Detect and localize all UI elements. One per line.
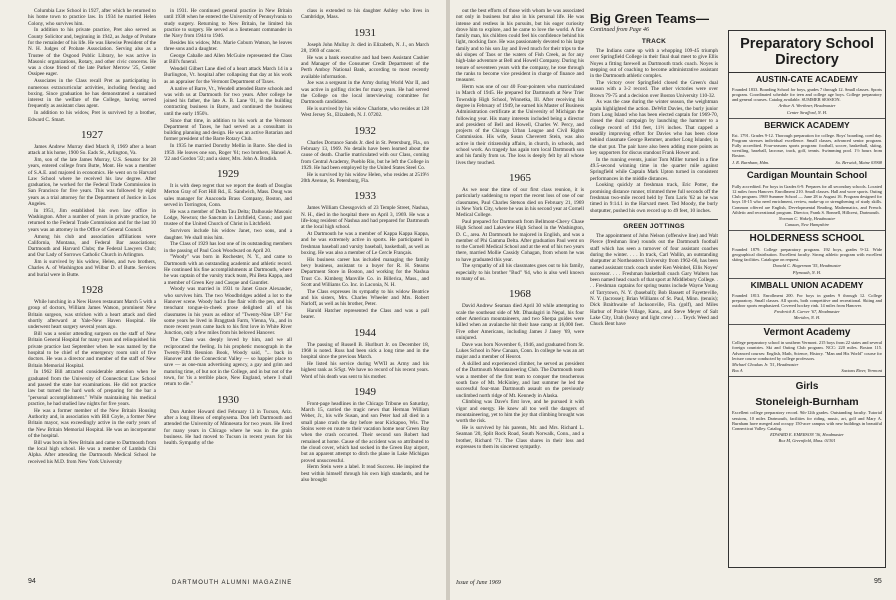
school-contact: EDWARD E. EMERSON '36, Headmaster xyxy=(770,432,844,438)
class-year-heading: 1933 xyxy=(354,190,376,203)
school-ad xyxy=(729,119,885,169)
paragraph-group xyxy=(164,409,292,447)
paragraph: class is extended to his daughter Ashley who lives in Cambridge, Mass. xyxy=(301,8,429,21)
paragraph: It is with deep regret that we report the death of Douglas Merton Gray of Fort Hill Rd., E. Sandwich, Mass. Doug was sales manager for Anaconda Brass Company, Boston, and served in Torrington, Conn. xyxy=(164,183,292,209)
school-contact: Michael Choukas Jr. '51, Headmaster xyxy=(732,361,799,367)
paragraph: A native of Barre, Vt., Wendell attended Barre schools and was with us at Dartmouth for two years. After college he joined his father, the late A. B. Lane '01, in the building contracting business in Barre, and continued the business until the early 1950's. xyxy=(164,85,292,117)
school-address: Meriden, N. H. xyxy=(793,315,821,321)
paragraph: Herm Stein were a label. It read Success. He inspired the best within himself through his own high standards, and he also brought xyxy=(301,464,429,483)
paragraph-group xyxy=(164,183,292,388)
school-contact: J. R. Burnham, Hdm. xyxy=(732,159,770,165)
school-description: Fully accredited. For boys in Grades 6-9. Prepares for all secondary schools. Located 12 miles from Hanover. Enrollment 210. Small classes. Hall and wore sports. Outing Club program. 1969 Summer School — June 28 to August 16. Program designed for boys 10-15 who need enrichment, review, make-up or strengthening of study skills. Common offered are English, Developmental Reading, Mathematics, and French. Athletic and recreational program. Director, Frank S. Bonnell, Hillcrest, Dartmouth. xyxy=(732,183,882,215)
school-name: KIMBALL UNION ACADEMY xyxy=(750,279,864,290)
paragraph: Woody was married in 1931 to Janet Grace Alexander, who survives him. The two Woodbridges added a lot to the Hanover scene. Woody had a fine flair with the pen, and his trenchant tongue-in-cheek prose delighted all of his classmates in his years as editor of "Twenty-Nine UP." For some years he lived in Braggtash Farm, Vienna, Va., and in more recent years came back to his first love in White River Junction, only a few miles from his beloved Hanover. xyxy=(164,286,292,337)
school-name: AUSTIN-CATE ACADEMY xyxy=(756,74,858,84)
magazine-footer: DARTMOUTH ALUMNI MAGAZINE xyxy=(172,580,293,586)
school-address: Saxtons River, Vermont xyxy=(841,368,882,374)
paragraph: Among his club and association affiliations were California, Montana, and Federal Bar associations; Dartmouth and Harvard Clubs; the Federal Lawyers Club; and Our Lady of Sorrows Catholic Church in Arlington. xyxy=(28,233,156,259)
left-column-3 xyxy=(301,8,429,484)
paragraph: Since that time, in addition to his work at the Vermont Department of Taxes, he had served as a consultant in building planning and design. He was an active Rotarian and former president of the Barre Rotary Club. xyxy=(164,117,292,143)
paragraph-group xyxy=(456,303,584,450)
school-address: Plymouth, N. H. xyxy=(792,269,822,275)
paragraph: Jim is survived by his widow, Helen, and two brothers, Charles A. of Washington and Wilbur D. of Butte. Services and burial were in Butte. xyxy=(28,259,156,278)
school-directory xyxy=(728,30,886,568)
paragraph: Wendell Gilbert Lane died of a heart attack March 14 in a Burlington, Vt. hospital after collapsing that day at his work as an appraiser for the Vermont Department of Taxes. xyxy=(164,66,292,85)
class-year-heading: 1929 xyxy=(217,168,239,181)
paragraph: Joe was a sergeant in the Army during World War II, and was active in golfing circles for many years. He had served the College on the local interviewing committee for Dartmouth candidates. xyxy=(301,80,429,106)
class-year-heading: 1968 xyxy=(509,288,531,301)
paragraph: David Andrew Seaman died April 30 while attempting to scale the southeast side of Mt. Dhaulagiri in Nepal, his four other American mountaineers, and two Sherpa guides were killed when an avalanche hit their base camp at 16,000 feet. Five other Americans, including James J Janey '69, were uninjured. xyxy=(456,303,584,341)
school-contact: Frederick E. Carver '67, Headmaster xyxy=(774,309,840,315)
paragraph-group xyxy=(301,342,429,380)
class-year-heading: 1944 xyxy=(354,326,376,339)
paragraph-group xyxy=(301,401,429,483)
section-heading-track: TRACK xyxy=(641,37,667,45)
paragraph: Dave was born November 6, 1946, and graduated from St. Lukes School in New Canaan, Conn. In college he was an art major and a member of Heorot. xyxy=(456,341,584,361)
class-year-heading: 1931 xyxy=(354,26,376,39)
school-description: Founded 1813. Enrollment 200. For boys in grades 9 through 12. College preparatory. Small classes. All sports, both competitive and recreational. Skiing and outdoor sports emphasized. Covered hockey rink. 14 miles from Hanover. xyxy=(732,292,882,308)
paragraph-group xyxy=(590,48,718,214)
paragraph: As was the case during the winter season, the weightman again highlighted the action. DeWitt Davies, the burly junior from Long Island who has been elected captain for 1969-70, closed the dual campaign by launching the hammer to a college record of 194 feet, 11½ inches. That capped a steadily improving effort for Davies who has been close behind classmate George Remmer, another Long Islander, in the shot put. The pair have also been adding more points as key supporters for discus standout Frank Hower and. xyxy=(590,99,718,156)
paragraph-group xyxy=(301,205,429,320)
class-year-heading: 1927 xyxy=(81,128,103,141)
section-heading-jottings: GREEN JOTTINGS xyxy=(623,222,685,230)
paragraph: His business career has included managing the family bevy business, assistant to a buyer for R. H. Stearns Department Store in Boston, and working for the Nashua Trust Co. Kimberg Manville Co. in Billerica, Mass., and Scott and Williams Co. Inc. in Laconia, N. H. xyxy=(301,256,429,288)
paragraph: He was a former member of the New Britain Housing Authority and, in association with Bill Coyle, a former New Britain mayor, was exceedingly active in the early years of the New Britain Memorial Hospital. He was an incorporator of the hospital. xyxy=(28,407,156,439)
paragraph: In addition to his widow, Pret is survived by a brother, Edward C. Smart. xyxy=(28,110,156,123)
school-name: Cardigan Mountain School xyxy=(746,169,868,181)
school-address: Center Strafford, N. H. xyxy=(786,109,828,115)
school-ad xyxy=(729,169,885,232)
paragraph: The Class was deeply loved by him, and we all reciprocated the feeling. In his prophetic monograph in the Twenty-Fifth Reunion Book, Woody said, "... back in Hanover and the Connecticut Valley — so happier place to save — as one-man advertising agency, a gay and grim and maturing time, of but not in the College, and in but not of the town, for 'tis a terrible place, New England, where I shall return to die." xyxy=(164,337,292,388)
paragraph: The victory over Springfield closed the Green's dual season with a 3-2 record. The other victories were over Brown 79-75 and a decision over Boston University 110-32. xyxy=(590,80,718,99)
right-column-1 xyxy=(456,8,584,451)
school-description: Excellent college preparatory record. 9th-12th grades. Outstanding faculty. Tutorial sessions, 10 miles Dartmouth, facilities for riding, music, art, golf and Mary A. Burnham have merged and occupy 150-acre campus with new buildings in beautiful Connecticut Valley. Catalog. xyxy=(732,410,882,431)
page-number-left: 94 xyxy=(28,578,36,585)
issue-label: Issue of June 1969 xyxy=(456,580,501,586)
class-year-heading: 1965 xyxy=(509,171,531,184)
paragraph-group xyxy=(301,42,429,119)
paragraph: Harold Hatcher represented the Class and was a pall bearer. xyxy=(301,307,429,321)
paragraph: At Dartmouth he was a member of Kappa Kappa Kappa, and he was extremely active in sports. He participated in freshman baseball and varsity baseball, basketball, as well as boxing. He was also a member of Le Cercle Français. xyxy=(301,230,429,256)
paragraph-group xyxy=(590,233,718,327)
page-number-right: 95 xyxy=(874,578,882,585)
paragraph: In the running events, junior Tom Miller turned in a fine 49.5-second winning time in the quarter mile against Springfield while Captain Mark Upton turned in consistent performances in the middle distances. xyxy=(590,156,718,182)
school-contact: Arthur A. Werthner, Headmaster xyxy=(778,103,836,109)
school-ad xyxy=(729,325,885,378)
sports-article-title: Big Green Teams— xyxy=(590,11,709,26)
paragraph: James William Chessgovich of 23 Temple Street, Nashua, N. H., died in the hospital there on April 3, 1969. He was a life-long resident of Nashua and had prepared for Dartmouth at the local high school. xyxy=(301,205,429,231)
school-name: Vermont Academy xyxy=(763,326,851,338)
paragraph: out the best efforts of those with whom he was associated not only in business but also in his personal life. He was intense and restless in his pursuits, but his eager curiosity drove him to explore, and he came to love the world. A fine family man, his children could feel his confidence behind his light, mocking face. He was passionately devoted to his large family and to his son Jay and lived much for their trips to the ski slopes of Taos or the waters of Fish Creek, as for any high-lake adventure at Bell and Howell Company. During his tenure of seventeen years with the company, he rose through the ranks to become vice president in charge of finance and treasurer. xyxy=(456,8,584,84)
paragraph-group xyxy=(164,8,292,162)
paragraph: He is survived by his parents, Mr. and Mrs. Richard L. Seaman '20, Split Rock Road, South Norwalk, Conn., and a brother, Richard '71. The Class shares in their loss and expresses to them its sincerest sympathy. xyxy=(456,425,584,450)
paragraph: The passing of Russell B. Hurlburt Jr. on December 18, 1968 is noted. Russ had been sick a long time and in the hospital since the previous March. xyxy=(301,341,429,361)
paragraph: Paul prepared for Dartmouth from Bellmont-Chevy Chase High School and Lakeview High School in the Washington, D. C., area. At Dartmouth he majored in English, and was a member of Phi Gamma Delta. After graduation Paul went on to the Cornell Medical School and at the end of his two years there, married Mollie Cassidy Cohagan, from whom he was to have graduated this year. xyxy=(456,218,584,263)
paragraph: Looking quickly at freshman track, Eric Potter, the promising distance runner, trimmed three full seconds off the freshman two-mile record held by Tom Laris '62 as he was timed in 9:14.1 in the Harvard meet. Ted Moody, the burly shotputter, pushed his own record up to 49 feet, 10 inches. xyxy=(590,182,718,214)
paragraph: The sympathy of all his classmates goes out to his family, especially to his brother "Bud" '64, who is also well known to many of us. xyxy=(456,263,584,283)
paragraph: Joseph John Mullay Jr. died in Elizabeth, N. J., on March 28, 1969 of cancer. xyxy=(301,41,429,54)
girls-section-label: Girls xyxy=(795,381,819,393)
school-description: Founded 1833. Boarding School for boys, grades 7 through 12. Small classes. Sports program. Coordinated schedule for teen and college age boys. College preparatory and general courses. Catalog available. SUMMER SESSION. xyxy=(732,86,882,103)
school-contact-row xyxy=(732,160,882,165)
paragraph: Don Amber Howard died February 13 in Tucson, Ariz. after a long illness of emphysema. Don left Dartmouth and attended the University of Minnesota for two years. He lived for many years in Chicago where he was in the grain business. He had moved to Tucson in recent years for his health. Sympathy of the xyxy=(164,408,292,447)
left-column-2 xyxy=(164,8,292,447)
paragraph: In 1935 he married Dorothy Mellin in Barre. She died in 1959. He leaves one son, Roger '61; two brothers, Hansel A. '22 and Gordon '32; and a sister, Mrs. John A. Bradish. xyxy=(164,143,292,162)
paragraph: The Class expresses its sympathy to his widow Beatrice and his sisters, Mrs. Charles Wheeler and Mrs. Robert Narloff, as well as his brother, Peter. xyxy=(301,288,429,308)
school-ad xyxy=(729,231,885,279)
directory-title: Preparatory School Directory xyxy=(729,31,885,73)
school-name: HOLDERNESS SCHOOL xyxy=(749,233,865,245)
school-contact-row xyxy=(732,362,882,367)
paragraph: Besides his widow, Mrs. Marie Coburn Watson, he leaves three sons and a daughter. xyxy=(164,39,292,53)
right-page xyxy=(450,0,896,600)
paragraph-group xyxy=(301,8,429,21)
school-contact: Donald C. Hagerman '55, Headmaster xyxy=(772,263,842,269)
paragraph-group xyxy=(456,187,584,282)
paragraph: George Caballe and Allen McGuire represented the Class at Bill's funeral. xyxy=(164,53,292,66)
paragraph-group xyxy=(28,144,156,278)
paragraph: The Indians came up with a whopping 109-45 triumph over Springfield College in their final dual meet to give Ellis Noyes a fitting farewell as Dartmouth track coach. Noyes is stepping out of coaching to become administrative assistant in the Dartmouth athletic complex. xyxy=(590,48,718,80)
paragraph: The Class of 1929 has lost one of its outstanding members in the passing of Paul Cook Woodward on April 20. xyxy=(164,241,292,254)
class-year-heading: 1928 xyxy=(81,284,103,297)
paragraph: He is survived by his widow Helen, who resides at 2519½ 20th Avenue, St. Petersburg, Fla. xyxy=(301,171,429,184)
paragraph: Jim, son of the late James Murray, U.S. Senator for 28 years, entered college from Butte, Mont. He was a member of S.A.E. and majored in economics. He went on to Harvard Law School where he received his law degree. After graduation, he worked for the Federal Trade Commission in San Francisco for five years. This was followed by eight years as a trial attorney for the Department of Justice in Los Angeles. xyxy=(28,156,156,208)
left-page xyxy=(0,0,446,600)
paragraph: Bill was born in New Britain and came to Dartmouth from the local high school. He was a member of Lambda Chi Alpha. After attending the Dartmouth Medical School he received his M.D. from New York University xyxy=(28,439,156,465)
paragraph: Associates in the Class recall Pret as participating in numerous extracurricular activities, including fencing and boxing. Since graduation he has demonstrated a sustained interest in the welfare of the College, having served frequently as assistant class agent. xyxy=(28,78,156,110)
school-box: Box A xyxy=(732,368,743,374)
paragraph: He listed his service during WWII as Army and his highest rank as S/Sgt. We have no record of his recent years. Word of his death was sent to his mother. xyxy=(301,360,429,380)
paragraph: He was a bank executive and had been Assistant Cashier and Manager of the Consumer Credit Department of the Perth Amboy National Bank, according to most recently available information. xyxy=(301,54,429,80)
school-name: Stoneleigh-Burnham xyxy=(755,396,859,409)
paragraph: A skilled and experienced climber, he served as president of the Dartmouth Mountaineering Club. The Dartmouth team was a member of the first team to conquer the treacherous south face of Mt. McKinley, and last summer he led the successful four-man Dartmouth assault on the previously unclimbed north ridge of Mt. Kennedy in Alaska. xyxy=(456,361,584,399)
paragraph: Survivors include his widow Janet, two sons, and a daughter. We shall miss him. xyxy=(164,228,292,241)
paragraph: In 1951, Jim established his own law office in Washington. After a number of years in private practice, he returned to the Federal Trade Commission and for the last 10 years was an attorney in the Office of General Council. xyxy=(28,207,156,233)
school-description: Founded 1879. College preparatory program. 192 boys, grades 9-12. Wide geographical distribution. Excellent faculty. Strong athletic program with excellent skiing facilities. Catalogue on request. xyxy=(732,246,882,263)
paragraph: Columbia Law School in 1927, after which he returned to his home town to practice law. In 1934 he married Helen Colony, who survives him. xyxy=(28,8,156,27)
paragraph: in 1931. He continued general practice in New Britain until 1938 when he entered the University of Pennsylvania to study surgery. Returning to New Britain, he limited his practice to surgery. He served as a lieutenant commander in the Navy from 1944 to 1946. xyxy=(164,8,292,40)
school-address: Canaan, New Hampshire xyxy=(784,222,830,228)
paragraph: He is survived by his widow Charlotte, who resides at 128 West Jersey St., Elizabeth, N. J. 07202. xyxy=(301,106,429,119)
paragraph-group xyxy=(301,140,429,185)
school-contact: Norman C. Wakely, Headmaster xyxy=(778,215,836,221)
paragraph: As we near the time of our first class reunion, it is particularly saddening to report the recent loss of one of our classmates, Paul Charles Stetson died on February 21, 1969 in New York City, where he was in his second year at Cornell Medical College. xyxy=(456,186,584,219)
school-address: Box M, Greenfield, Mass. 01301 xyxy=(778,438,836,444)
school-name: BERWICK ACADEMY xyxy=(764,119,850,130)
paragraph: "Woody" was born in Rochester, N. Y., and came to Dartmouth with an outstanding academic and athletic record. He continued his fine accomplishments at Dartmouth, where he was captain of the varsity track team, Phi Beta Kappa, and a member of Green Key and Casque and Gauntlet. xyxy=(164,254,292,286)
class-year-heading: 1932 xyxy=(354,124,376,137)
class-year-heading: 1930 xyxy=(217,393,239,406)
paragraph-group xyxy=(456,8,584,166)
school-ad xyxy=(729,279,885,325)
paragraph: The appointment of John Nelson (offensive line) and Walt Pierce (freshman line) rounds out the Dartmouth football staff which has seen a turnover of four assistant coaches during the winter. . . . In track, Carl Wallin, an outstanding shotputter at Northeastern University from 1962-66, has been named assistant track coach under Ken Weinbel, Ellis Noyes' successor. . . . Freshman basketball coach Gary Walters has been named head coach of that sport at Middlebury College. . . . Freshman captains for spring teams include Wayne Young of Tarrytown, N. Y. (baseball); Bob Bassett of Fayetteville, N. Y. (lacrosse); Brian Williams of St. Paul, Minn. (tennis); Dick Braithwaite of Jacksonville, Fla. (golf), and Miles Harbur of Prairie Village, Kans., and Steve Meyer of Salt Lake City, Utah (heavy and light crew) . . . Teyck Weed and Chuck Bent have xyxy=(590,233,718,328)
school-ad xyxy=(729,394,885,446)
paragraph: Herm was one of our 40 Four-pointers who matriculated in March of 1945. He prepared for Dartmouth at New Trier Township High School, Winnetka, Ill. After receiving his degree in February of 1949, he earned his Master of Business Administration certificate at the University of Michigan the following year. His many interests included being a director and president of Bell and Howell, Charles W. Percy, and projects of the Chicago Urban League and Civil Rights Commission. His wife, Susan Cheverett Stein, was also active in their citizenship affairs, in church, in schools, and school work. An tragedy has again torn local Dartmouth son and his family from us. The loss is deeply felt by all whose lives they touched. xyxy=(456,84,584,166)
paragraph-group xyxy=(28,299,156,465)
school-description: Est. 1791. Grades 9-12. Thorough preparation for college. Boys' boarding, coed day. Program stresses individual excellence. Small classes, advanced senior program. Fully accredited. Four-seasons sports program: football, soccer, basketball, skiing, wrestling, baseball, lacrosse, track, golf, tennis. Swimming pool. 1½ hours from Boston. xyxy=(732,132,882,159)
continued-note: Continued from Page 46 xyxy=(590,26,649,33)
paragraph: He was a member of Delta Tau Delta; Dalhousie Masonic Lodge, Newton; the Sanctum in Litchfield, Conn.; and past trustee of the United Church of Christ in Litchfield. xyxy=(164,208,292,228)
school-description: College preparatory school in southern Vermont. 215 boys from 22 states and several foreign countries. Ski and Outing Club program. NCC: 220 miles. Boston 115. Advanced courses: English, Math, Science, History. "Man and His World" course for lecture course conducted by college professors. xyxy=(732,340,882,361)
paragraph: Climbing was Dave's first love, and he pursued it with vigor and energy. He knew all too well the dangers of mountaineering, yet to him the joy that climbing brought was worth the risk. xyxy=(456,399,584,425)
paragraph: Front-page headlines in the Chicago Tribune on Saturday, March 15, carried the tragic news that Herman William Weber, Jr., his wife Susan, and son Peter had all died in a small plane crash the day before near Kickapoo, Wis. The Stoins were en route to their vacation home near Green Bay when the crash occurred. Their second son Robert had remained at home. Cause of the accident was so attributed to the cloud cover, which had socked in the Green Bay airport, but an apparent attempt to ditch the plane in Lake Michigan proved unsuccessful. xyxy=(301,400,429,464)
paragraph: In 1962 Bill attracted considerable attention when he graduated from the University of Connecticut Law School and passed the state bar examinations. He did not practice law but turned the hard work of preparing for the bar a "personal accomplishment." While maintaining his medical practice, he had studied law nights for five years. xyxy=(28,369,156,407)
paragraph: Bill was a senior attending surgeon on the staff of New Britain General Hospital for many years and relinquished his private practice last September when he was named by the hospital to be chief of the emergency room unit of five doctors. He was a director and member of the staff of New Britain Memorial Hospital. xyxy=(28,331,156,369)
paragraph: James Andrew Murray died March 8, 1969 after a heart attack at his home, 1900 So. Eads St., Arlington, Va. xyxy=(28,143,156,157)
paragraph: While lunching in a New Haven restaurant March 5 with a group of doctors, William James Watson, prominent New Britain surgeon, was stricken with a heart attack and died shortly afterward at Yale-New Haven Hospital. He underwent heart surgery several years ago. xyxy=(28,299,156,331)
left-column-1 xyxy=(28,8,156,465)
school-ad xyxy=(729,73,885,119)
class-year-heading: 1949 xyxy=(354,385,376,398)
paragraph: Charles Dorrance Sands Jr. died in St. Petersburg, Fla., on February 13, 1969. No details have been learned about the cause of death. Charlie matriculated with our Class, coming from Central Academy, Pueblo Rio, but he left the College in 1929. He had been employed by the United States Steel Co. xyxy=(301,139,429,171)
obit-list xyxy=(28,8,156,123)
school-address: So. Berwick, Maine 03908 xyxy=(835,159,882,165)
school-address-row xyxy=(732,368,882,373)
paragraph: In addition to his private practice, Pret also served as County Solicitor and, beginning in 1942, as Judge of Probate for the remainder of his life. He was likewise President of the N. H. Judges of Probate Association. Serving also as a Trustee of the Osgood Public Library, he was active in Masonic organizations, Rotary, and other civic concerns. He was a close friend of the late Parker Merrow '25, Center Ossipee eager. xyxy=(28,27,156,78)
divider xyxy=(590,219,718,220)
right-column-2 xyxy=(590,8,718,328)
